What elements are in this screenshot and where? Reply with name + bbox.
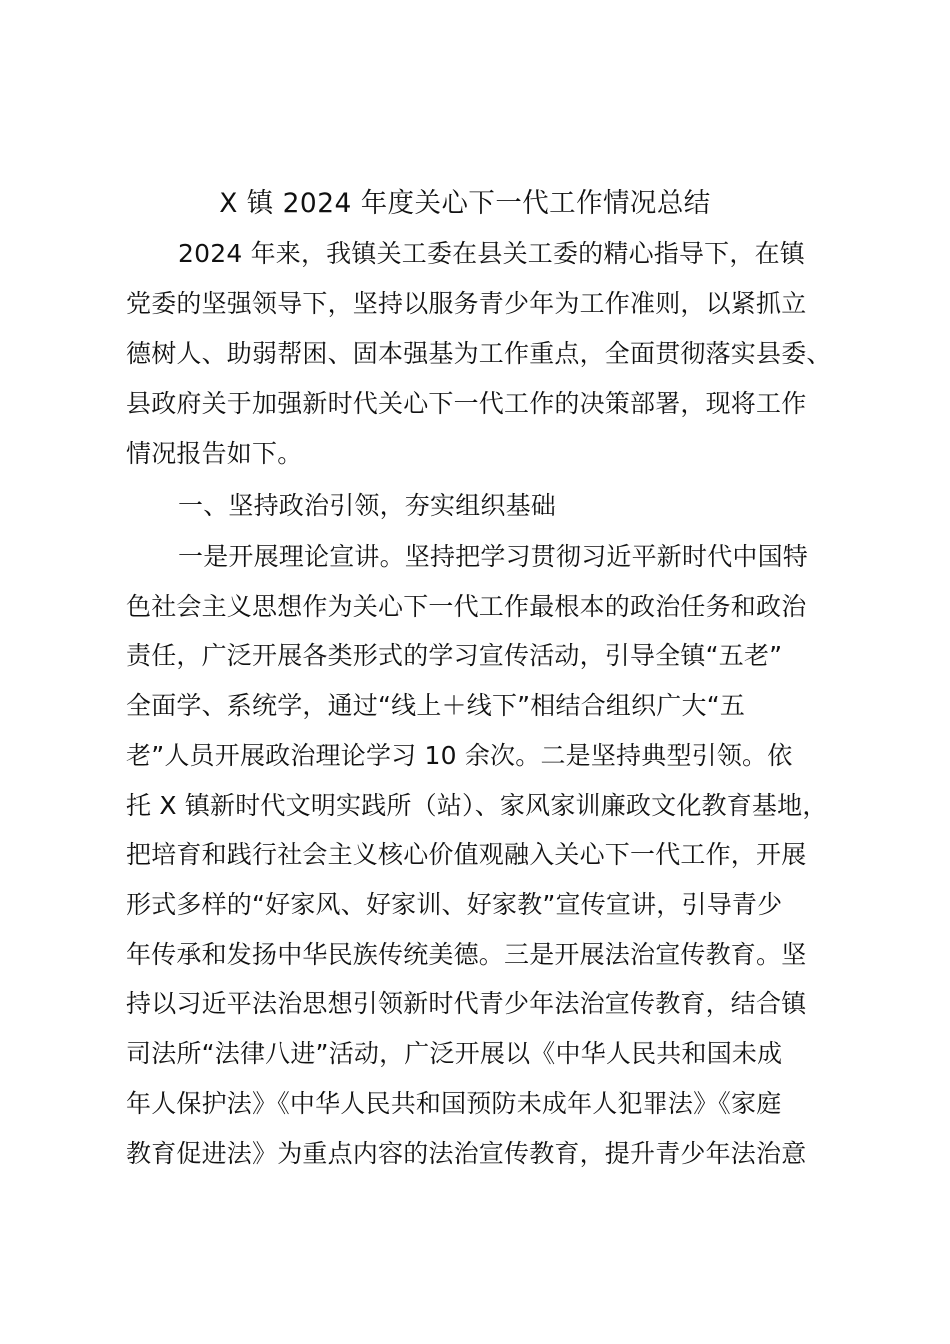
paragraph-line: 教育促进法》为重点内容的法治宣传教育，提升青少年法治意	[126, 1139, 807, 1168]
paragraph-line: 把培育和践行社会主义核心价值观融入关心下一代工作，开展	[126, 840, 807, 869]
paragraph-line: 一是开展理论宣讲。坚持把学习贯彻习近平新时代中国特	[178, 542, 809, 571]
document-title: X 镇 2024 年度关心下一代工作情况总结	[219, 188, 711, 219]
paragraph-line: 老”人员开展政治理论学习 10 余次。二是坚持典型引领。依	[126, 741, 793, 770]
paragraph-line: 责任，广泛开展各类形式的学习宣传活动，引导全镇“五老”	[126, 641, 783, 670]
paragraph-line: 县政府关于加强新时代关心下一代工作的决策部署，现将工作	[126, 389, 807, 418]
paragraph-line: 党委的坚强领导下，坚持以服务青少年为工作准则，以紧抓立	[126, 289, 807, 318]
paragraph-line: 德树人、助弱帮困、固本强基为工作重点，全面贯彻落实县委、	[126, 339, 832, 368]
paragraph-line: 全面学、系统学，通过“线上＋线下”相结合组织广大“五	[126, 691, 746, 720]
paragraph-line: 司法所“法律八进”活动，广泛开展以《中华人民共和国未成	[126, 1039, 783, 1068]
paragraph-line: 形式多样的“好家风、好家训、好家教”宣传宣讲，引导青少	[126, 890, 783, 919]
paragraph-line: 情况报告如下。	[126, 439, 303, 468]
paragraph-line: 色社会主义思想作为关心下一代工作最根本的政治任务和政治	[126, 592, 807, 621]
paragraph-line: 托 X 镇新时代文明实践所（站）、家风家训廉政文化教育基地，	[126, 791, 828, 820]
paragraph-line: 持以习近平法治思想引领新时代青少年法治宣传教育，结合镇	[126, 989, 807, 1018]
paragraph-line: 年人保护法》《中华人民共和国预防未成年人犯罪法》《家庭	[126, 1089, 782, 1118]
paragraph-line: 2024 年来，我镇关工委在县关工委的精心指导下，在镇	[178, 239, 805, 268]
paragraph-line: 年传承和发扬中华民族传统美德。三是开展法治宣传教育。坚	[126, 940, 807, 969]
section-heading: 一、坚持政治引领，夯实组织基础	[178, 491, 557, 520]
